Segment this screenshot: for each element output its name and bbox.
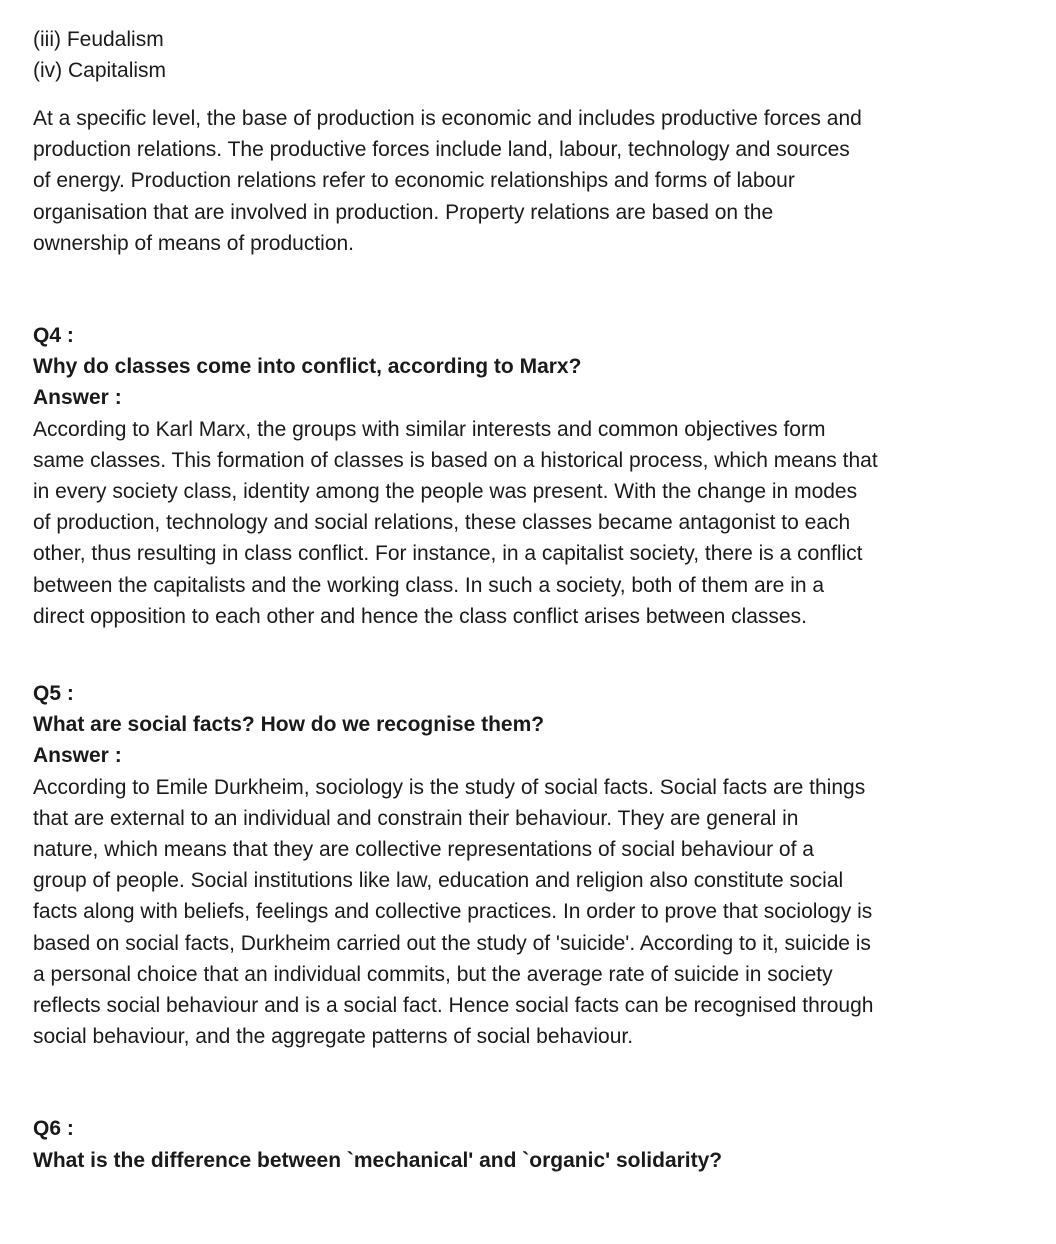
- paragraph-line: of energy. Production relations refer to economic relationships and forms of labour: [33, 169, 795, 193]
- question-block-q6: [33, 1113, 1013, 1175]
- answer-line: reflects social behaviour and is a social fact. Hence social facts can be recognised through: [33, 994, 874, 1018]
- answer-line: between the capitalists and the working class. In such a society, both of them are in a: [33, 573, 825, 597]
- answer-line: of production, technology and social relations, these classes became antagonist to each: [33, 511, 851, 535]
- answer-line: group of people. Social institutions like law, education and religion also constitute social: [33, 869, 844, 893]
- answer-line: in every society class, identity among the people was present. With the change in modes: [33, 480, 858, 504]
- paragraph-line: At a specific level, the base of production is economic and includes productive forces and: [33, 107, 862, 130]
- answer-line: a personal choice that an individual commits, but the average rate of suicide in society: [33, 962, 833, 986]
- question-label: Q5 :: [33, 682, 74, 706]
- answer-line: that are external to an individual and constrain their behaviour. They are general in: [33, 806, 799, 830]
- document-page: [33, 24, 1013, 1176]
- answer-label: Answer :: [33, 386, 122, 410]
- answer-line: other, thus resulting in class conflict. For instance, in a capitalist society, there is a conflict: [33, 542, 863, 566]
- paragraph-line: organisation that are involved in production. Property relations are based on the: [33, 200, 774, 224]
- paragraph-line: ownership of means of production.: [33, 231, 355, 255]
- question-text: Why do classes come into conflict, according to Marx?: [33, 355, 582, 379]
- list-item: (iii) Feudalism: [33, 28, 164, 51]
- answer-line: According to Karl Marx, the groups with similar interests and common objectives form: [33, 417, 826, 441]
- list-block: [33, 24, 1013, 86]
- list-item: (iv) Capitalism: [33, 59, 167, 82]
- question-label: Q6 :: [33, 1117, 74, 1141]
- answer-label: Answer :: [33, 744, 122, 768]
- question-text: What are social facts? How do we recognise them?: [33, 713, 545, 737]
- answer-line: same classes. This formation of classes is based on a historical process, which means that: [33, 448, 878, 472]
- question-label: Q4 :: [33, 324, 74, 348]
- answer-line: direct opposition to each other and hence the class conflict arises between classes.: [33, 604, 807, 628]
- intro-paragraph: [33, 103, 1013, 259]
- answer-line: nature, which means that they are collective representations of social behaviour of a: [33, 838, 814, 862]
- question-block-q4: [33, 320, 1013, 632]
- answer-line: facts along with beliefs, feelings and collective practices. In order to prove that sociology is: [33, 900, 873, 924]
- answer-line: According to Emile Durkheim, sociology is the study of social facts. Social facts are things: [33, 775, 866, 799]
- answer-line: social behaviour, and the aggregate patterns of social behaviour.: [33, 1025, 634, 1049]
- paragraph-line: production relations. The productive forces include land, labour, technology and sources: [33, 138, 850, 162]
- answer-line: based on social facts, Durkheim carried out the study of 'suicide'. According to it, suicide is: [33, 931, 871, 955]
- question-text: What is the difference between `mechanical' and `organic' solidarity?: [33, 1148, 723, 1172]
- question-block-q5: [33, 678, 1013, 1052]
